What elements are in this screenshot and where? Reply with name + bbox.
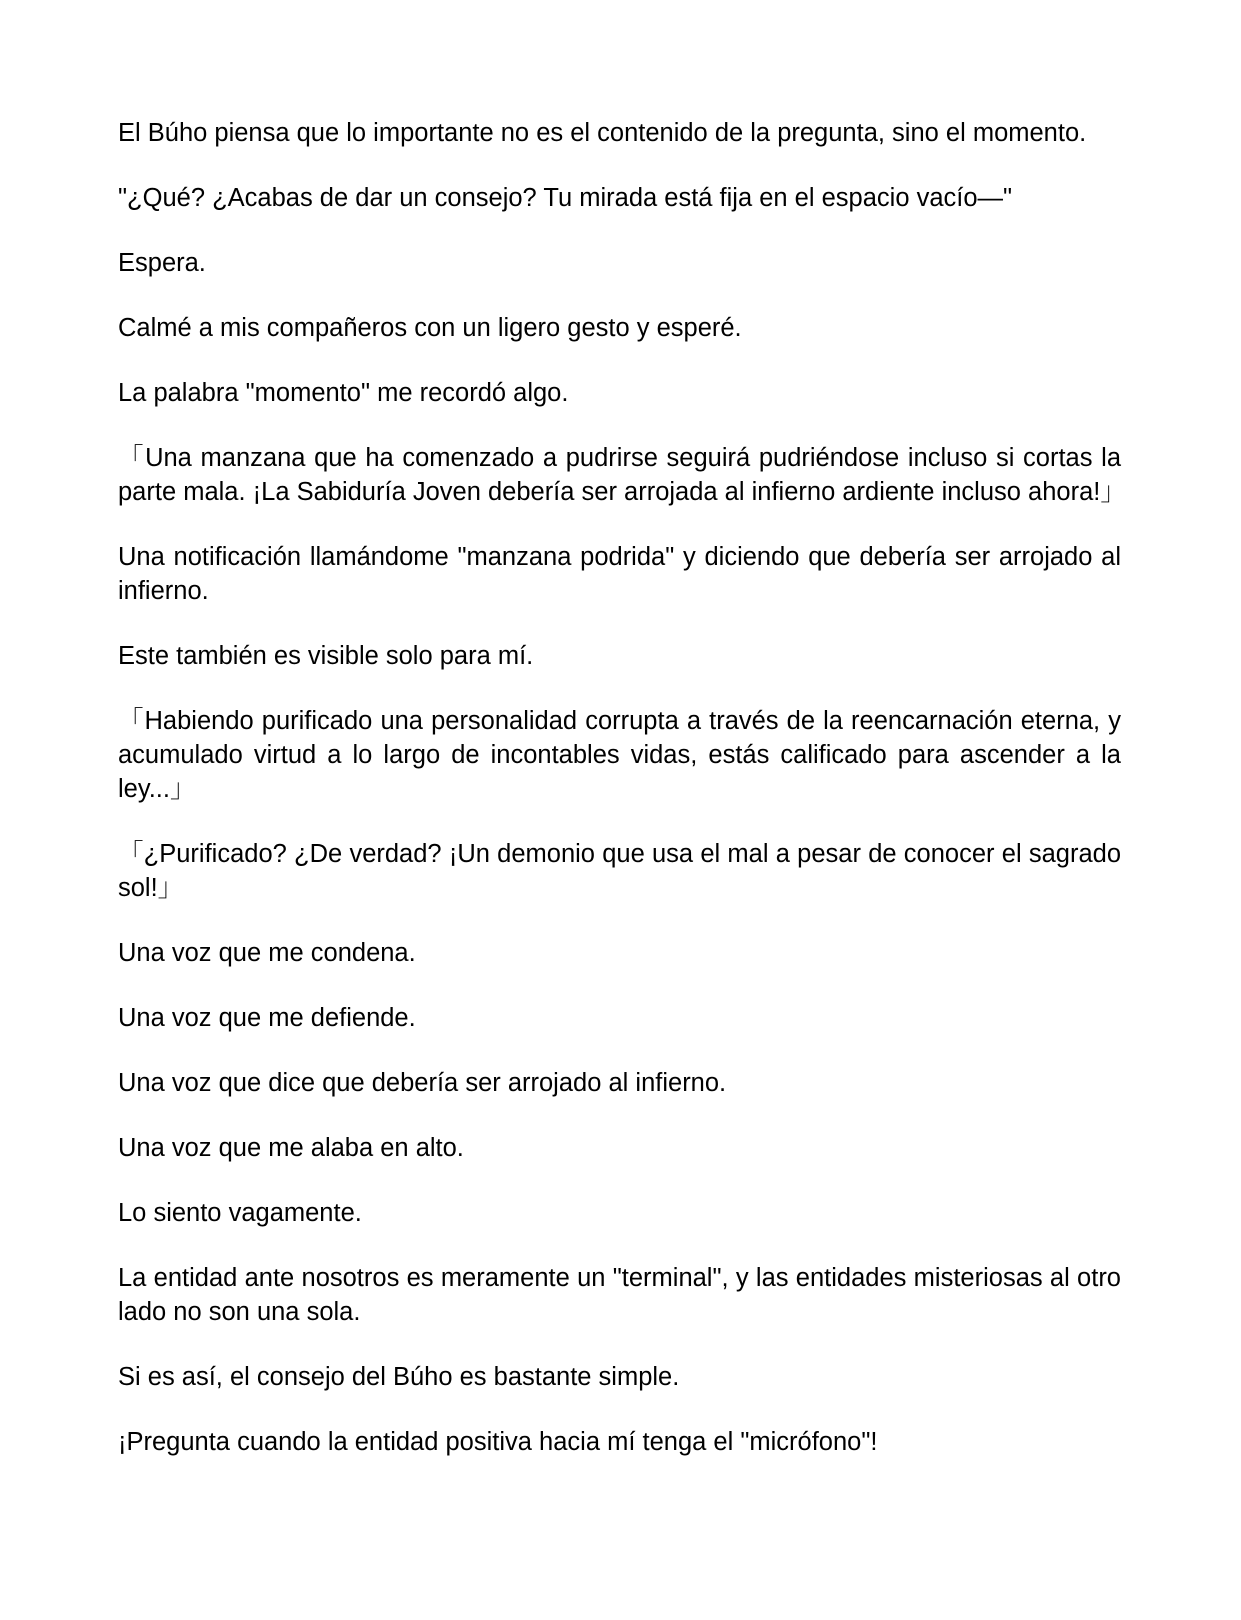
paragraph: Una voz que me alaba en alto. <box>118 1134 464 1162</box>
quote-paragraph: 「¿Purificado? ¿De verdad? ¡Un demonio que usa el mal a pesar de conocer el sagrado sol!」 <box>118 840 1121 902</box>
paragraph: Una voz que dice que debería ser arrojado al infierno. <box>118 1069 727 1097</box>
paragraph: El Búho piensa que lo importante no es el contenido de la pregunta, sino el momento. <box>118 119 1087 147</box>
paragraph: Una voz que me condena. <box>118 939 416 967</box>
paragraph: ¡Pregunta cuando la entidad positiva hacia mí tenga el "micrófono"! <box>118 1428 878 1456</box>
paragraph: Una voz que me defiende. <box>118 1004 416 1032</box>
paragraph: La entidad ante nosotros es meramente un "terminal", y las entidades misteriosas al otro lado no son una sola. <box>118 1264 1121 1326</box>
paragraph: Lo siento vagamente. <box>118 1199 362 1227</box>
paragraph: "¿Qué? ¿Acabas de dar un consejo? Tu mirada está fija en el espacio vacío—" <box>118 184 1013 212</box>
paragraph: Una notificación llamándome "manzana podrida" y diciendo que debería ser arrojado al infierno. <box>118 543 1121 605</box>
paragraph: Calmé a mis compañeros con un ligero gesto y esperé. <box>118 314 742 342</box>
paragraph: La palabra "momento" me recordó algo. <box>118 379 569 407</box>
quote-paragraph: 「Una manzana que ha comenzado a pudrirse seguirá pudriéndose incluso si cortas la parte mala. ¡La Sabiduría Joven debería ser arrojada al infierno ardiente incluso ahora!」 <box>118 444 1126 506</box>
paragraph: Espera. <box>118 249 206 277</box>
page-body <box>118 116 1126 1490</box>
quote-paragraph: 「Habiendo purificado una personalidad corrupta a través de la reencarnación eterna, y acumulado virtud a lo largo de incontables vidas, estás calificado para ascender a la ley...」 <box>118 707 1121 803</box>
paragraph: Este también es visible solo para mí. <box>118 642 534 670</box>
paragraph: Si es así, el consejo del Búho es bastante simple. <box>118 1363 680 1391</box>
